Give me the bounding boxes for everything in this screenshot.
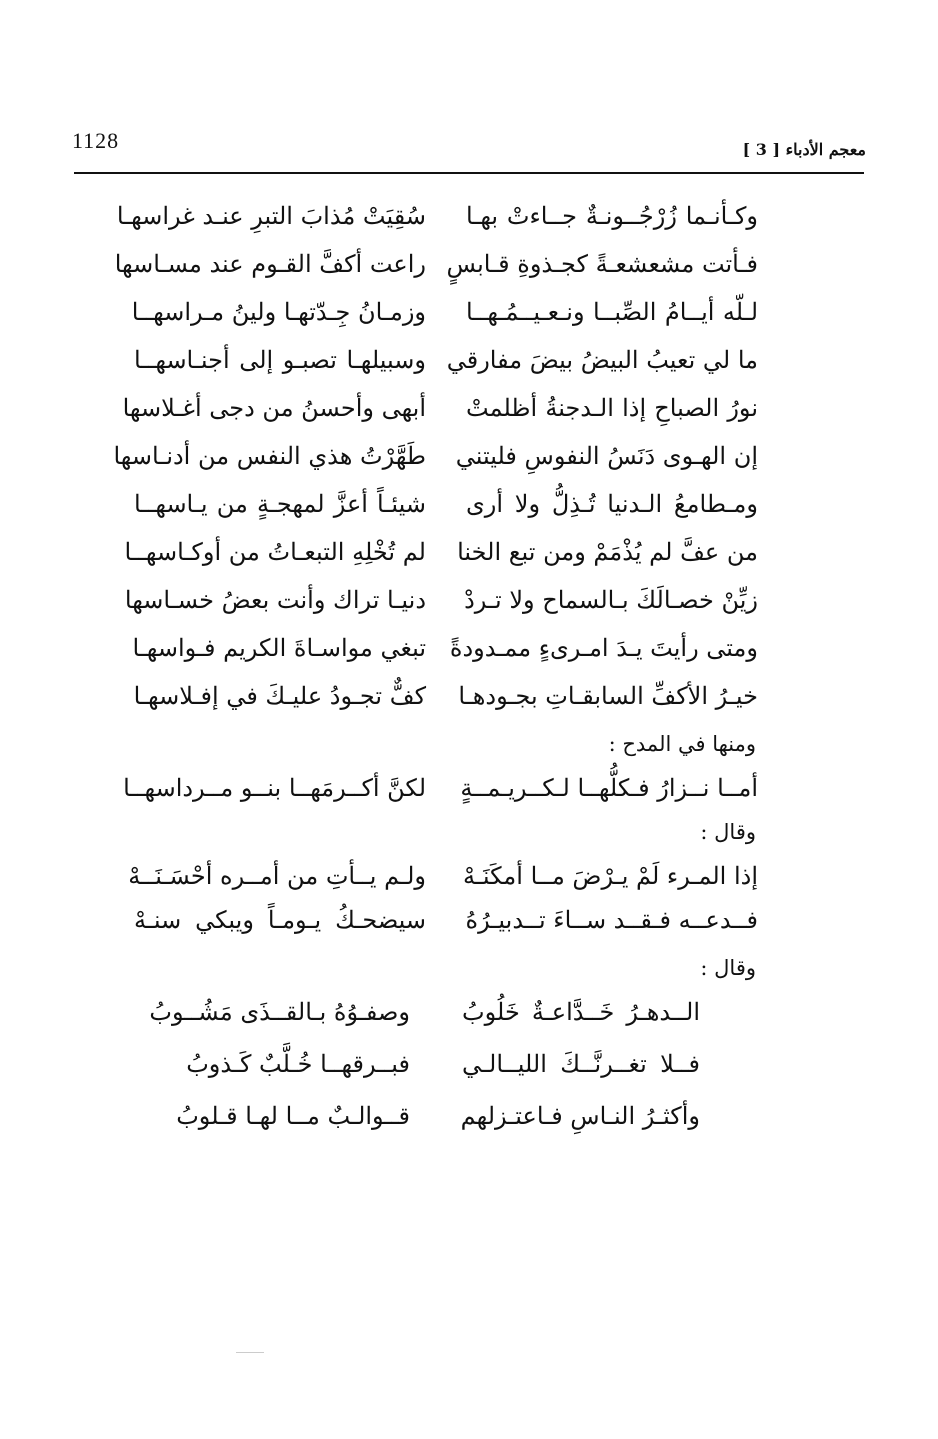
verse bbox=[0, 196, 938, 236]
first-hemistich: خيـرُ الأكفِّ السابقـاتِ بجـودهـا bbox=[458, 682, 758, 710]
second-hemistich: سيضحـكُ يـومـاً ويبكي سنـهْ bbox=[134, 906, 426, 934]
first-hemistich: إذا المـرء لَمْ يـرْضَ مــا أمكَنَـهْ bbox=[463, 862, 758, 890]
section-intro: وقال : bbox=[700, 820, 756, 844]
first-hemistich: الــدهـرُ خَــدَّاعـةٌ خَلُوبُ bbox=[462, 998, 700, 1026]
first-hemistich: نورُ الصباحِ إذا الـدجنةُ أظلمتْ bbox=[466, 394, 758, 422]
second-hemistich: وزمـانُ جِـدّتهـا ولينُ مـراسهــا bbox=[131, 298, 426, 326]
verse bbox=[0, 292, 938, 332]
verse bbox=[0, 900, 938, 940]
verse bbox=[0, 580, 938, 620]
first-hemistich: وأكثـرُ النـاسِ فـاعتـزلهم bbox=[460, 1102, 700, 1130]
first-hemistich: من عفَّ لم يُذْمَمْ ومن تبع الخنا bbox=[457, 538, 758, 566]
section-intro: ومنها في المدح : bbox=[608, 732, 756, 756]
verse bbox=[0, 340, 938, 380]
running-head: معجم الأدباء [ 3 ] bbox=[742, 140, 866, 159]
first-hemistich: ما لي تعيبُ البيضُ بيضَ مفارقي bbox=[446, 346, 758, 374]
second-hemistich: راعت أكفَّ القـوم عند مسـاسها bbox=[114, 250, 426, 278]
verse bbox=[0, 992, 938, 1032]
first-hemistich: لـلّه أيــامُ الصِّبــا ونـعـيــمُـهــا bbox=[466, 298, 758, 326]
second-hemistich: سُقِيَتْ مُذابَ التبرِ عنـد غراسهـا bbox=[116, 202, 426, 230]
second-hemistich: دنيـا تراك وأنت بعضُ خسـاسها bbox=[124, 586, 426, 614]
verse bbox=[0, 388, 938, 428]
verse bbox=[0, 768, 938, 808]
verse bbox=[0, 1096, 938, 1136]
second-hemistich: طَهَّرْتُ هذي النفس من أدنـاسها bbox=[113, 442, 426, 470]
second-hemistich: ولـم يــأتِ من أمــره أحْسَـنَــهْ bbox=[128, 862, 426, 890]
second-hemistich: وسبيلهـا تصبـو إلى أجنـاسهــا bbox=[134, 346, 426, 374]
second-hemistich: قــوالـبٌ مــا لهـا قـلوبُ bbox=[176, 1102, 410, 1130]
first-hemistich: فـأتت مشعشعـةً كجـذوةِ قـابسٍ bbox=[446, 250, 758, 278]
verse bbox=[0, 484, 938, 524]
first-hemistich: فــدعــه فـقــد ســاءَ تــدبيـرُهُ bbox=[465, 906, 758, 934]
scan-mark bbox=[236, 1352, 264, 1353]
verse bbox=[0, 676, 938, 716]
header-rule bbox=[74, 172, 864, 174]
verse bbox=[0, 628, 938, 668]
first-hemistich: وكـأنـما زُرْجُــونـةٌ جــاءتْ بهـا bbox=[466, 202, 758, 230]
first-hemistich: ومتى رأيتَ يـدَ امـرىءٍ ممـدودةً bbox=[449, 634, 758, 662]
second-hemistich: تبغي مواسـاةَ الكريم فـواسهـا bbox=[132, 634, 426, 662]
second-hemistich: فبــرقهــا خُـلَّبٌ كَـذوبُ bbox=[186, 1050, 410, 1078]
first-hemistich: أمــا نــزارُ فـكلُّهــا لـكــريـمــةٍ bbox=[460, 774, 758, 802]
second-hemistich: لكنَّ أكــرمَهــا بنــو مــرداسهــا bbox=[123, 774, 426, 802]
first-hemistich: زيِّنْ خصـالَكَ بـالسماح ولا تـردْ bbox=[464, 586, 758, 614]
second-hemistich: شيئـاً أعزَّ لمهجـةٍ من يـاسهــا bbox=[134, 490, 426, 518]
verse bbox=[0, 532, 938, 572]
first-hemistich: فــلا تغــرنَّــكَ الليــالـي bbox=[462, 1050, 700, 1078]
verse bbox=[0, 436, 938, 476]
page-number: 1128 bbox=[72, 128, 120, 153]
verse bbox=[0, 1044, 938, 1084]
verse bbox=[0, 244, 938, 284]
second-hemistich: أبهى وأحسنُ من دجى أغـلاسها bbox=[122, 394, 426, 422]
second-hemistich: وصفـوُهُ بـالقــذَى مَشُــوبُ bbox=[149, 998, 410, 1026]
section-intro: وقال : bbox=[700, 956, 756, 980]
verse bbox=[0, 856, 938, 896]
first-hemistich: إن الهـوى دَنَسُ النفوسِ فليتني bbox=[455, 442, 758, 470]
first-hemistich: ومـطامعُ الـدنيا تُـذِلُّ ولا أرى bbox=[466, 490, 758, 518]
second-hemistich: كفٌّ تجـودُ عليـكَ في إفـلاسهـا bbox=[133, 682, 426, 710]
second-hemistich: لم تُخْلِهِ التبعـاتُ من أوكـاسهــا bbox=[124, 538, 426, 566]
